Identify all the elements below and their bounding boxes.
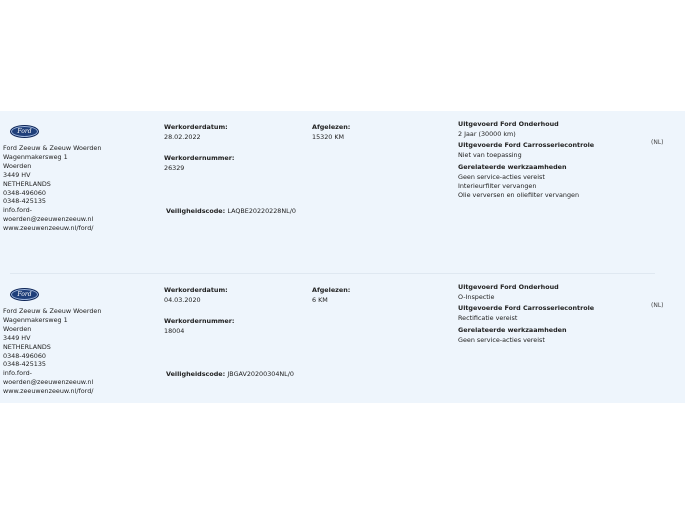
dealer-name: Ford Zeeuw & Zeeuw Woerden (3, 144, 102, 152)
service-history-panel (0, 111, 685, 403)
dealer-email-line2[interactable]: woerden@zeeuwenzeeuw.nl (3, 378, 94, 387)
dealer-city: Woerden (3, 161, 32, 170)
workorder-number-value: 26329 (164, 164, 185, 172)
security-code-value: JBGAV20200304NL/0 (227, 370, 294, 378)
workorder-date-value: 28.02.2022 (164, 133, 201, 141)
body-check-value: Niet van toepassing (458, 151, 522, 159)
dealer-city: Woerden (3, 324, 32, 333)
dealer-address (3, 144, 101, 233)
workorder-number-label: Werkordernummer: (164, 154, 235, 162)
maintenance-value: O-Inspectie (458, 293, 495, 301)
maintenance-label: Uitgevoerd Ford Onderhoud (458, 283, 559, 291)
security-code-label: Veiligheidscode: (166, 207, 226, 215)
dealer-name: Ford Zeeuw & Zeeuw Woerden (3, 307, 102, 315)
locale-tag: (NL) (651, 139, 664, 146)
ford-logo-icon (10, 288, 39, 301)
dealer-street: Wagenmakersweg 1 (3, 315, 68, 324)
related-work-label: Gerelateerde werkzaamheden (458, 163, 567, 171)
mileage-label: Afgelezen: (312, 286, 351, 294)
dealer-website-link[interactable]: www.zeeuwenzeeuw.nl/ford/ (3, 387, 94, 396)
workorder-date-label: Werkorderdatum: (164, 123, 228, 131)
body-check-label: Uitgevoerde Ford Carrosseriecontrole (458, 304, 595, 312)
dealer-country: NETHERLANDS (3, 179, 51, 188)
security-code-label: Veiligheidscode: (166, 370, 226, 378)
dealer-fax: 0348-425135 (3, 197, 46, 206)
related-work-item: Interieurfilter vervangen (458, 182, 537, 190)
dealer-country: NETHERLANDS (3, 342, 51, 351)
body-check-label: Uitgevoerde Ford Carrosseriecontrole (458, 141, 595, 149)
related-work-item: Geen service-acties vereist (458, 336, 545, 344)
workorder-date-label: Werkorderdatum: (164, 286, 228, 294)
security-code-value: LAQBE20220228NL/0 (227, 207, 296, 215)
dealer-address (3, 307, 101, 396)
related-work-item: Geen service-acties vereist (458, 173, 545, 181)
service-record (0, 111, 685, 261)
mileage-value: 15320 KM (312, 133, 345, 141)
workorder-number-value: 18004 (164, 327, 185, 335)
service-record (0, 274, 685, 424)
ford-logo-icon (10, 125, 39, 138)
dealer-postcode: 3449 HV (3, 333, 31, 342)
dealer-postcode: 3449 HV (3, 170, 31, 179)
related-work-item: Olie verversen en oliefilter vervangen (458, 191, 580, 199)
workorder-date-value: 04.03.2020 (164, 296, 201, 304)
body-check-value: Rectificatie vereist (458, 314, 518, 322)
locale-tag: (NL) (651, 302, 664, 309)
dealer-email-line2[interactable]: woerden@zeeuwenzeeuw.nl (3, 215, 94, 224)
workorder-number-label: Werkordernummer: (164, 317, 235, 325)
maintenance-label: Uitgevoerd Ford Onderhoud (458, 120, 559, 128)
dealer-email-line1[interactable]: info.ford- (3, 206, 32, 215)
maintenance-value: 2 Jaar (30000 km) (458, 130, 516, 138)
mileage-label: Afgelezen: (312, 123, 351, 131)
dealer-website-link[interactable]: www.zeeuwenzeeuw.nl/ford/ (3, 224, 94, 233)
dealer-phone: 0348-496060 (3, 188, 46, 197)
mileage-value: 6 KM (312, 296, 328, 304)
security-code (166, 207, 296, 215)
related-work-label: Gerelateerde werkzaamheden (458, 326, 567, 334)
dealer-fax: 0348-425135 (3, 360, 46, 369)
dealer-street: Wagenmakersweg 1 (3, 152, 68, 161)
dealer-phone: 0348-496060 (3, 351, 46, 360)
security-code (166, 370, 294, 378)
dealer-email-line1[interactable]: info.ford- (3, 369, 32, 378)
